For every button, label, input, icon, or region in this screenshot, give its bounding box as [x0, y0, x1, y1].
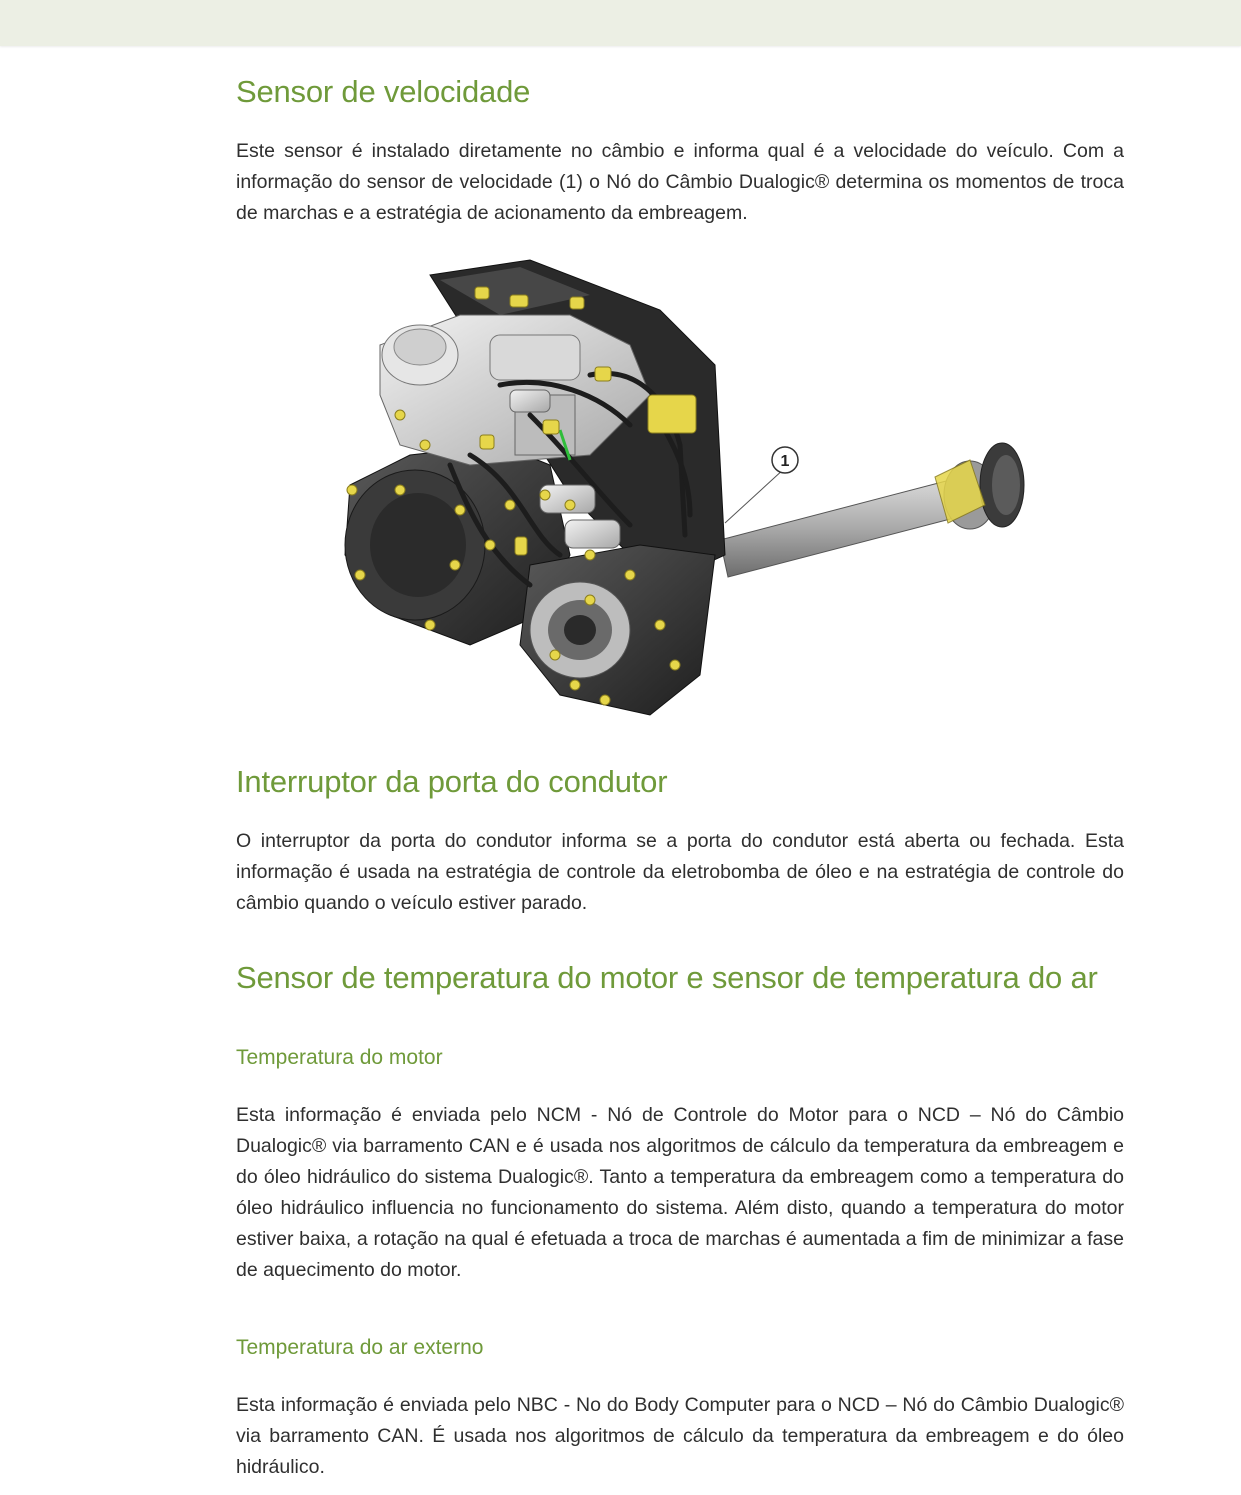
callout-label: 1: [780, 453, 790, 470]
section-title-door-switch: Interruptor da porta do condutor: [236, 764, 668, 799]
callout-1: [725, 447, 798, 523]
section-title-speed-sensor: Sensor de velocidade: [236, 74, 531, 109]
subsection-title-engine-temperature: Temperatura do motor: [236, 1046, 443, 1069]
speed-sensor-text: Este sensor é instalado diretamente no câmbio e informa qual é a velocidade do veículo. Com a informação do sensor de velocidade (1) o Nó do Câmbio Dualogic® determina os momentos de troca de marchas e a estratégia de acionamento da embreagem.: [236, 140, 1124, 224]
gearbox-illustration: [330, 255, 1030, 730]
gearbox-drawing: [330, 255, 1030, 730]
drive-shaft: [720, 443, 1024, 577]
page-header-band: [0, 0, 1241, 46]
section-title-temperature: Sensor de temperatura do motor e sensor de temperatura do ar: [236, 960, 1098, 995]
door-switch-text: O interruptor da porta do condutor informa se a porta do condutor está aberta ou fechada. Esta informação é usada na estratégia de controle da eletrobomba de óleo e na estratégia de controle do câmbio quando o veículo estiver parado.: [236, 830, 1124, 914]
air-temperature-text: Esta informação é enviada pelo NBC - No do Body Computer para o NCD – Nó do Câmbio Dualogic® via barramento CAN. É usada nos algoritmos de cálculo da temperatura da embreagem e do óleo hidráulico.: [236, 1394, 1124, 1478]
subsection-title-air-temperature: Temperatura do ar externo: [236, 1336, 484, 1359]
engine-temperature-text: Esta informação é enviada pelo NCM - Nó de Controle do Motor para o NCD – Nó do Câmbio Dualogic® via barramento CAN e é usada nos algoritmos de cálculo da temperatura da embreagem e do óleo hidráulico do sistema Dualogic®. Tanto a temperatura da embreagem como a temperatura do óleo hidráulico influencia no funcionamento do sistema. Além disto, quando a temperatura do motor estiver baixa, a rotação na qual é efetuada a troca de marchas é aumentada a fim de minimizar a fase de aquecimento do motor.: [236, 1104, 1124, 1281]
